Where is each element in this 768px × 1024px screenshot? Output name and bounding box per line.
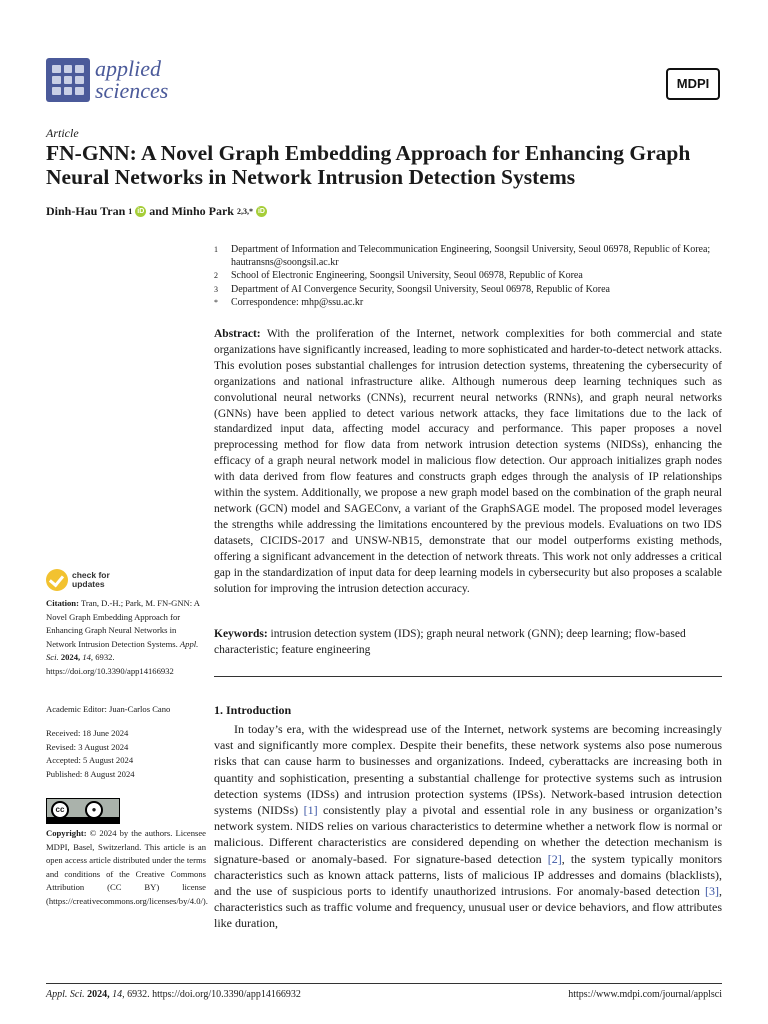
reference-link[interactable]: [2] <box>547 851 562 866</box>
publication-dates: Received: 18 June 2024 Revised: 3 August 2024 Accepted: 5 August 2024 Published: 8 August 2024 <box>46 728 135 779</box>
article-title: FN-GNN: A Novel Graph Embedding Approach for Enhancing Graph Neural Networks in Network Intrusion Detection Systems <box>46 141 691 189</box>
reference-link[interactable]: [3] <box>705 884 719 899</box>
check-for-updates-button[interactable]: check for updates <box>46 569 110 591</box>
affiliation-item: * Correspondence: mhp@ssu.ac.kr <box>214 296 364 308</box>
section-divider <box>214 676 722 677</box>
affiliation-item: 3 Department of AI Convergence Security, Soongsil University, Seoul 06978, Republic of Korea <box>214 283 610 295</box>
journal-emblem-icon <box>46 58 90 102</box>
intro-paragraph: In today’s era, with the widespread use of the Internet, network systems are becoming increasingly vast and significantly more complex. Despite their benefits, these network systems also pose numerous risks that can cause harm to businesses and organizations. Indeed, cyberattacks are increasing both in quantity and sophistication, presenting a substantial challenge for protective systems such as intrusion detection systems (IDSs) and intrusion protection systems (IPSs). Network-based intrusion detection systems (NIDSs) [1] consistently play a pivotal and essential role in any business or organization’s network system. NIDS relies on various characteristics to determine whether a network flow is normal or malicious. Different characteristics are considered depending on whether the detection mechanism is signature-based or anomaly-based. For signature-based detection [2], the system typically monitors characteristics such as known attack patterns, lists of malicious IP addresses and domains (blacklists), and the use of suspicious ports to identify unauthorized intrusions. For anomaly-based detection [3], characteristics such as traffic volume and frequency, unusual user or device behaviors, and flow attributes like duration, <box>214 722 723 931</box>
copyright-notice: Copyright: © 2024 by the authors. Licensee MDPI, Basel, Switzerland. This article is an open access article distributed under the terms and conditions of the Creative Commons Attribution (CC BY) license (https://creativecommons.org/licenses/by/4.0/). <box>46 828 208 906</box>
by-person-icon: ● <box>85 801 103 819</box>
affiliations <box>214 243 724 309</box>
footer-doi-link[interactable]: 6932. https://doi.org/10.3390/app14166932 <box>127 989 301 1000</box>
footer-journal-link[interactable]: https://www.mdpi.com/journal/applsci <box>568 989 722 1000</box>
cc-license-badge[interactable] <box>46 798 120 824</box>
orcid-icon[interactable]: iD <box>257 208 265 215</box>
keywords: Keywords: intrusion detection system (IDS); graph neural network (GNN); deep learning; flow-based characteristic; feature engineering <box>214 628 686 656</box>
journal-logo <box>46 58 168 102</box>
author-list: Dinh-Hau Tran 1 iD and Minho Park 2,3,* iD <box>46 204 265 218</box>
academic-editor: Academic Editor: Juan-Carlos Cano <box>46 704 171 714</box>
journal-name: applied sciences <box>95 56 169 103</box>
affiliation-item: 1 Department of Information and Telecommunication Engineering, Soongsil University, Seoul 06978, Republic of Korea; hautransns@soongsil.ac.kr <box>214 244 711 269</box>
author-name[interactable]: Dinh-Hau Tran <box>46 204 126 218</box>
citation-block: Citation: Tran, D.-H.; Park, M. FN-GNN: A Novel Graph Embedding Approach for Enhancing Graph Neural Networks in Network Intrusion Detection Systems. Appl. Sci. 2024, 14, 6932. https://doi.org/10.3390/app14166932 <box>46 598 200 676</box>
citation-doi-link[interactable]: 6932. https://doi.org/10.3390/app14166932 <box>46 652 174 676</box>
footer-divider <box>46 983 722 984</box>
orcid-icon[interactable]: iD <box>137 208 145 215</box>
reference-link[interactable]: [1] <box>303 803 318 818</box>
article-type: Article <box>46 126 79 140</box>
affiliation-item: 2 School of Electronic Engineering, Soongsil University, Seoul 06978, Republic of Korea <box>214 270 583 282</box>
publisher-logo: MDPI <box>666 68 720 100</box>
footer-citation: Appl. Sci. 2024, 14, 6932. https://doi.org/10.3390/app14166932 <box>46 989 301 1000</box>
section-heading: 1. Introduction <box>214 703 292 717</box>
abstract: Abstract: With the proliferation of the Internet, network complexities for both commercial and state organizations have significantly increased, leading to more sophisticated and harder-to-detect network attacks. This evolution poses substantial challenges for intrusion detection systems, threatening the cybersecurity of organizations and national infrastructure alike. Although numerous deep learning techniques such as convolutional neural networks (CNNs), recurrent neural networks (RNNs), and graph neural networks (GNNs) have been applied to detect various network attacks, they face limitations due to the lack of standardized input data, affecting model accuracy and performance. This paper proposes a novel preprocessing method for flow data from network intrusion detection systems (NIDSs), enhancing the efficacy of a graph neural network model in malicious flow detection. Our approach initializes graph nodes with data derived from flow features and constructs graph edges through the analysis of IP relationships within the system. Additionally, we propose a new graph model based on the combination of the graph neural network (GCN) model and SAGEConv, a variant of the GraphSAGE model. The proposed model leverages the strengths while addressing the limitations encountered by the previous models. Evaluations on two IDS datasets, CICIDS-2017 and UNSW-NB15, demonstrate that our model outperforms existing methods, offering a significant advancement in the detection of network threats. This work not only addresses a critical gap in the standardization of input data for deep learning models in cybersecurity but also proposes a scalable solution for improving the intrusion detection accuracy. <box>214 328 722 595</box>
cc-icon: cc <box>51 801 69 819</box>
author-name[interactable]: Minho Park <box>171 204 234 218</box>
check-icon <box>46 569 68 591</box>
